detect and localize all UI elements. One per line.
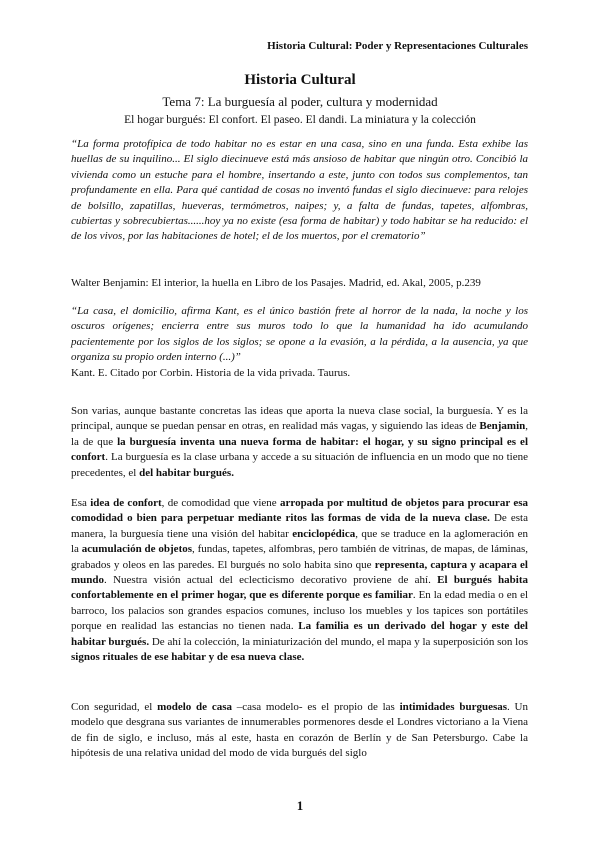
emphasis: arropada por multitud de objetos para procurar esa comodidad o bien para perpetuar mediante ritos las formas de vida de la nueva clase.: [71, 497, 528, 525]
emphasis: Benjamin: [479, 420, 526, 433]
emphasis: intimidades burguesas: [399, 701, 508, 713]
emphasis: modelo de casa: [157, 701, 232, 713]
citation-benjamin: Walter Benjamin: El interior, la huella en Libro de los Pasajes. Madrid, ed. Akal, 2005, p.239: [71, 277, 481, 289]
paragraph-3: Con seguridad, el modelo de casa –casa modelo- es el propio de las intimidades burguesas. Un modelo que desgrana sus variantes de innumerables pormenores desde el Londres victoriano a la Viena de fin de siglo, e incluso, más al este, hasta en corazón de Berlín y de San Petersburgo. Cabe la hipótesis de una relativa unidad del modo de vida burgués del siglo: [71, 701, 528, 760]
page-number: 1: [296, 798, 304, 813]
emphasis: representa, captura y acapara el mundo: [71, 558, 528, 587]
document-title: Historia Cultural: [244, 72, 356, 88]
quote-benjamin: “La forma protofípica de todo habitar no es estar en una casa, sino en una funda. Esta exhibe las huellas de su inquilino... El siglo diecinueve está más ansioso de habitar que ningún otro. Concibió la vivienda como un estuche para el hombre, insertando a este, junto con todos sus complementos, tan profundamente en ella. Para qué cantidad de cosas no inventó fundas el siglo diecinueve: para relojes de bolsillo, zapatillas, hueveras, termómetros, naipes; y, a falta de fundas, tapetes, alfombras, cubiertas y sobrecubiertas......hoy ya no existe (esa forma de habitar) y todo habitar se ha reducido: el de los vivos, por las habitaciones de hotel; el de los muertos, por el crematorio”: [71, 138, 528, 243]
emphasis: del habitar burgués.: [139, 466, 234, 479]
emphasis: idea de confort: [90, 497, 162, 509]
document-subtitle: Tema 7: La burguesía al poder, cultura y modernidad: [162, 94, 438, 109]
running-header: Historia Cultural: Poder y Representaciones Culturales: [267, 40, 528, 52]
emphasis: La familia es un derivado del hogar y este del habitar burgués.: [71, 620, 528, 648]
paragraph-1: Son varias, aunque bastante concretas las ideas que aporta la nueva clase social, la burguesía. Y es la principal, aunque se puedan pensar en otras, en realidad más vagas, y siguiendo las ideas de Benjamin, la de que la burguesía inventa una nueva forma de habitar: el hogar, y su signo principal es el confort. La burguesía es la clase urbana y accede a su situación de influencia en un modo que no tiene precedentes, el del habitar burgués.: [71, 405, 528, 479]
quote-kant: “La casa, el domicilio, afirma Kant, es el único bastión frete al horror de la nada, la noche y los oscuros orígenes; encierra entre sus muros todo lo que la humanidad ha ido acumulando pacientemente por los siglos de los siglos; se opone a la evasión, a la pérdida, a la ausencia, ya que organiza su propio orden interno (...)”: [71, 305, 528, 364]
emphasis: signos rituales de ese habitar y de esa nueva clase.: [71, 651, 305, 664]
emphasis: enciclopédica: [292, 527, 356, 540]
document-topics: El hogar burgués: El confort. El paseo. El dandi. La miniatura y la colección: [124, 114, 476, 126]
emphasis: acumulación de objetos: [81, 543, 193, 556]
emphasis: El burgués habita confortablemente en el primer hogar, que es diferente porque es familiar: [71, 574, 529, 602]
citation-kant: Kant. E. Citado por Corbin. Historia de la vida privada. Taurus.: [71, 367, 351, 379]
emphasis: la burguesía inventa una nueva forma de habitar: el hogar, y su signo principal es el confort: [71, 435, 528, 464]
paragraph-2: Esa idea de confort, de comodidad que viene arropada por multitud de objetos para procurar esa comodidad o bien para perpetuar mediante ritos las formas de vida de la nueva clase. De esta manera, la burguesía tiene una visión del habitar enciclopédica, que se traduce en la aglomeración en la acumulación de objetos, fundas, tapetes, alfombras, pero también de vitrinas, de mapas, de láminas, grabados y oleos en las paredes. El burgués no solo habita sino que representa, captura y acapara el mundo. Nuestra visión actual del eclecticismo decorativo proviene de ahí. El burgués habita confortablemente en el primer hogar, que es diferente porque es familiar. En la edad media o en el barroco, los palacios son grandes espacios comunes, incluso los muebles y los tapices son portátiles porque en realidad las estancias no tienen nada. La familia es un derivado del hogar y este del habitar burgués. De ahí la colección, la miniaturización del mundo, el mapa y la superposición son los signos rituales de ese habitar y de esa nueva clase.: [71, 497, 529, 664]
